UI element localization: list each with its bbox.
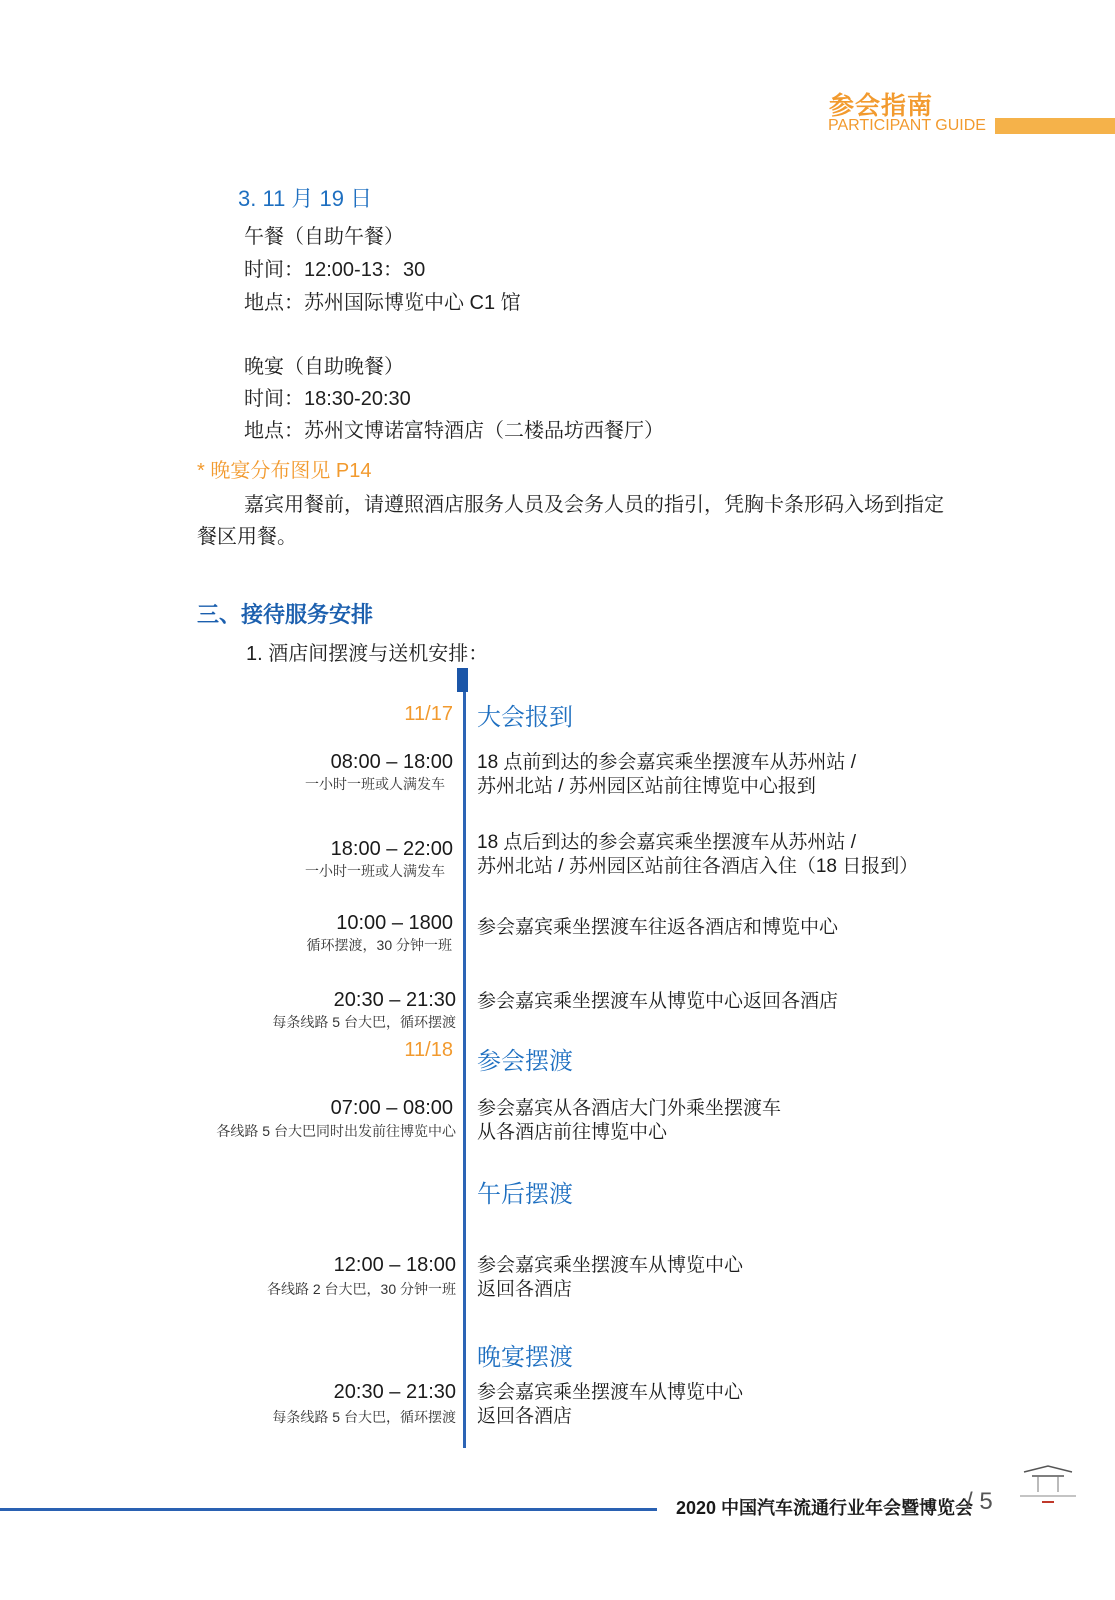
timeline-desc-line: 18 点前到达的参会嘉宾乘坐摆渡车从苏州站 /: [477, 752, 856, 773]
footer-rule: [0, 1508, 657, 1511]
section-date-title: 3. 11 月 19 日: [238, 186, 373, 211]
dinner-place: 地点：苏州文博诺富特酒店（二楼品坊西餐厅）: [244, 420, 664, 442]
timeline-time-note: 每条线路 5 台大巴，循环摆渡: [272, 1409, 456, 1425]
timeline-desc-line: 返回各酒店: [477, 1279, 573, 1300]
dinner-map-note: * 晚宴分布图见 P14: [197, 460, 372, 482]
timeline-desc-line: 参会嘉宾乘坐摆渡车从博览中心返回各酒店: [477, 991, 839, 1012]
section-heading: 三、接待服务安排: [197, 602, 374, 627]
timeline-time-note: 循环摆渡，30 分钟一班: [306, 937, 452, 953]
timeline-time-note: 每条线路 5 台大巴，循环摆渡: [272, 1014, 456, 1030]
timeline-desc-line: 返回各酒店: [477, 1406, 573, 1427]
timeline-axis-cap: [457, 668, 468, 692]
guide-title-en: PARTICIPANT GUIDE: [828, 117, 986, 134]
timeline-category-registration: 大会报到: [477, 704, 573, 731]
timeline-time-note: 各线路 5 台大巴同时出发前往博览中心: [216, 1123, 456, 1139]
timeline-desc-line: 苏州北站 / 苏州园区站前往博览中心报到: [477, 776, 816, 797]
timeline-axis: [463, 668, 466, 1448]
timeline-desc-line: 苏州北站 / 苏州园区站前往各酒店入住（18 日报到）: [477, 856, 919, 877]
timeline-date-1118: 11/18: [404, 1039, 453, 1061]
timeline-category-afternoon: 午后摆渡: [477, 1181, 573, 1208]
lunch-place: 地点：苏州国际博览中心 C1 馆: [244, 292, 521, 314]
timeline-desc-line: 参会嘉宾从各酒店大门外乘坐摆渡车: [477, 1098, 782, 1119]
timeline-desc-line: 从各酒店前往博览中心: [477, 1122, 668, 1143]
pavilion-sketch-icon: [1018, 1462, 1078, 1508]
timeline-category-shuttle: 参会摆渡: [477, 1048, 573, 1075]
timeline-desc-line: 参会嘉宾乘坐摆渡车从博览中心: [477, 1382, 744, 1403]
timeline-time: 20:30 – 21:30: [333, 1381, 456, 1403]
timeline-time: 18:00 – 22:00: [330, 838, 453, 860]
timeline-desc-line: 18 点后到达的参会嘉宾乘坐摆渡车从苏州站 /: [477, 832, 856, 853]
lunch-time: 时间：12:00-13：30: [244, 259, 426, 281]
timeline-desc-line: 参会嘉宾乘坐摆渡车从博览中心: [477, 1255, 744, 1276]
timeline-category-dinner: 晚宴摆渡: [477, 1344, 573, 1371]
timeline-time: 10:00 – 1800: [336, 912, 453, 934]
section-subheading: 1. 酒店间摆渡与送机安排：: [246, 643, 489, 665]
dining-instruction-line1: 嘉宾用餐前，请遵照酒店服务人员及会务人员的指引，凭胸卡条形码入场到指定: [244, 494, 944, 516]
timeline-time: 20:30 – 21:30: [333, 989, 456, 1011]
timeline-date-1117: 11/17: [404, 703, 453, 725]
timeline-time: 12:00 – 18:00: [333, 1254, 456, 1276]
dinner-title: 晚宴（自助晚餐）: [244, 356, 404, 378]
lunch-title: 午餐（自助午餐）: [244, 226, 404, 248]
header-accent-bar: [995, 118, 1115, 134]
dining-instruction-line2: 餐区用餐。: [197, 526, 297, 548]
footer-title: 2020 中国汽车流通行业年会暨博览会: [676, 1498, 974, 1518]
timeline-desc-line: 参会嘉宾乘坐摆渡车往返各酒店和博览中心: [477, 917, 839, 938]
timeline-time: 08:00 – 18:00: [330, 751, 453, 773]
page-number: / 5: [966, 1488, 993, 1515]
guide-title-cn: 参会指南: [829, 92, 934, 120]
timeline-time: 07:00 – 08:00: [330, 1097, 453, 1119]
timeline-time-note: 各线路 2 台大巴，30 分钟一班: [266, 1281, 456, 1297]
timeline-time-note: 一小时一班或人满发车: [305, 863, 445, 879]
timeline-time-note: 一小时一班或人满发车: [305, 776, 445, 792]
dinner-time: 时间：18:30-20:30: [244, 388, 411, 410]
